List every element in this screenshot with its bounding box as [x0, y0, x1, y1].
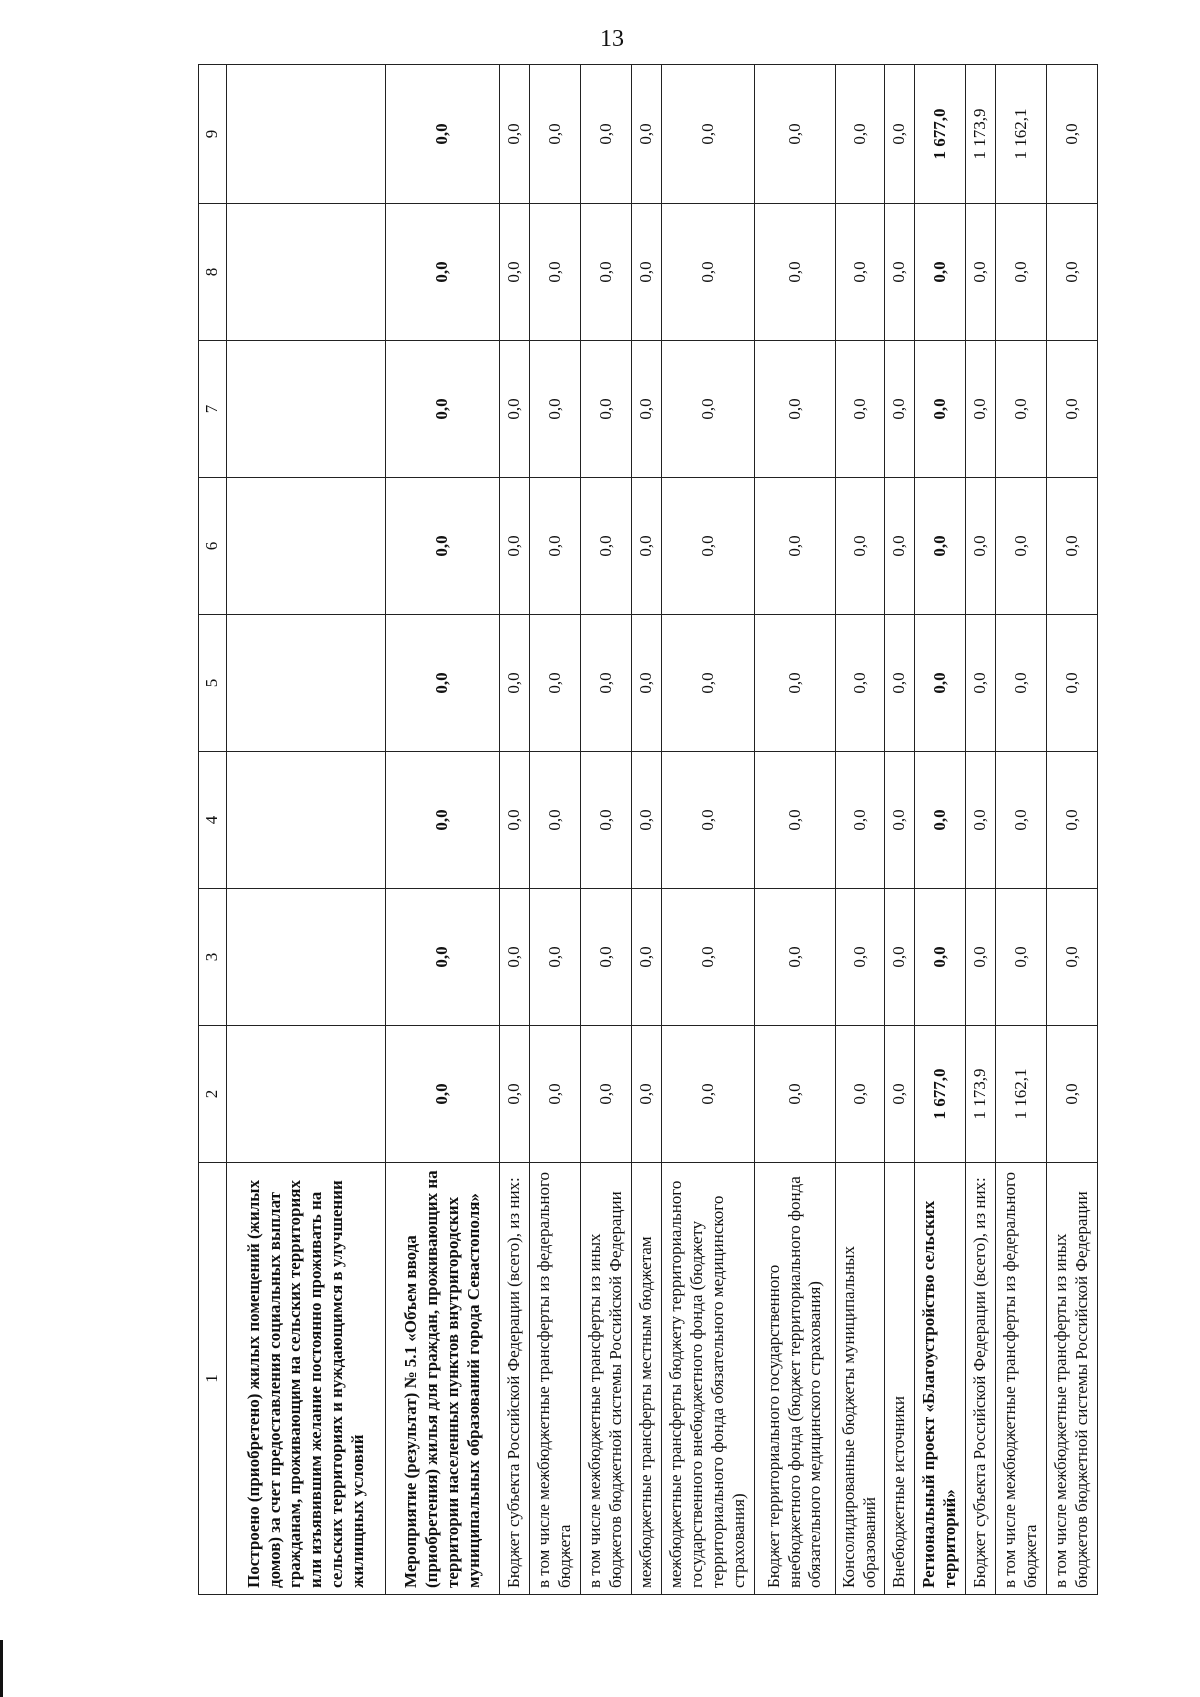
value-cell: 0,0 [661, 341, 754, 478]
value-cell [227, 65, 386, 204]
value-cell: 0,0 [995, 752, 1046, 889]
value-cell: 0,0 [1046, 1026, 1097, 1163]
value-cell: 1 173,9 [966, 1026, 996, 1163]
value-cell: 0,0 [529, 889, 580, 1026]
row-label: в том числе межбюджетные трансферты из федерального бюджета [995, 1163, 1046, 1595]
value-cell [227, 889, 386, 1026]
value-cell: 0,0 [580, 615, 631, 752]
value-cell: 0,0 [885, 889, 915, 1026]
table-row [995, 65, 1046, 1595]
value-cell: 0,0 [631, 204, 661, 341]
value-cell: 0,0 [885, 478, 915, 615]
value-cell: 0,0 [580, 478, 631, 615]
value-cell: 0,0 [661, 478, 754, 615]
value-cell: 0,0 [1046, 65, 1097, 204]
value-cell: 0,0 [966, 615, 996, 752]
value-cell: 0,0 [835, 615, 884, 752]
value-cell: 0,0 [915, 752, 966, 889]
value-cell: 1 162,1 [995, 65, 1046, 204]
row-label: межбюджетные трансферты местным бюджетам [631, 1163, 661, 1595]
table-header-row [199, 65, 227, 1595]
value-cell: 0,0 [1046, 204, 1097, 341]
value-cell: 0,0 [835, 341, 884, 478]
value-cell: 0,0 [835, 478, 884, 615]
value-cell: 0,0 [580, 752, 631, 889]
value-cell: 0,0 [755, 752, 836, 889]
value-cell: 0,0 [995, 615, 1046, 752]
value-cell: 0,0 [661, 204, 754, 341]
value-cell: 0,0 [755, 341, 836, 478]
value-cell: 0,0 [885, 1026, 915, 1163]
value-cell: 0,0 [580, 889, 631, 1026]
value-cell: 0,0 [966, 889, 996, 1026]
value-cell: 0,0 [386, 65, 500, 204]
value-cell: 0,0 [1046, 889, 1097, 1026]
table-row [631, 65, 661, 1595]
row-label: Мероприятие (результат) № 5.1 «Объем ввода (приобретения) жилья для граждан, проживающих на территории населенных пунктов внутригородских муниципальных образований города Севастополя» [386, 1163, 500, 1595]
value-cell: 0,0 [915, 341, 966, 478]
value-cell: 0,0 [529, 204, 580, 341]
value-cell: 0,0 [529, 752, 580, 889]
value-cell: 0,0 [995, 204, 1046, 341]
value-cell: 0,0 [529, 341, 580, 478]
row-label: Бюджет субъекта Российской Федерации (всего), из них: [500, 1163, 530, 1595]
value-cell: 0,0 [755, 889, 836, 1026]
value-cell: 0,0 [580, 1026, 631, 1163]
row-label: Региональный проект «Благоустройство сельских территорий» [915, 1163, 966, 1595]
value-cell: 0,0 [386, 204, 500, 341]
value-cell [227, 478, 386, 615]
row-label: Консолидированные бюджеты муниципальных образований [835, 1163, 884, 1595]
value-cell [227, 341, 386, 478]
value-cell [227, 1026, 386, 1163]
value-cell: 0,0 [966, 478, 996, 615]
value-cell: 0,0 [386, 1026, 500, 1163]
value-cell: 0,0 [386, 889, 500, 1026]
value-cell: 0,0 [500, 204, 530, 341]
table-row [885, 65, 915, 1595]
value-cell: 0,0 [529, 65, 580, 204]
value-cell: 0,0 [631, 478, 661, 615]
value-cell: 0,0 [500, 341, 530, 478]
row-label: Внебюджетные источники [885, 1163, 915, 1595]
value-cell: 0,0 [755, 65, 836, 204]
row-label: Бюджет субъекта Российской Федерации (всего), из них: [966, 1163, 996, 1595]
table-row [500, 65, 530, 1595]
value-cell: 1 677,0 [915, 65, 966, 204]
table-row [835, 65, 884, 1595]
value-cell: 0,0 [580, 204, 631, 341]
value-cell: 0,0 [500, 889, 530, 1026]
value-cell: 0,0 [631, 65, 661, 204]
value-cell: 0,0 [885, 615, 915, 752]
row-label: в том числе межбюджетные трансферты из иных бюджетов бюджетной системы Российской Федерации [1046, 1163, 1097, 1595]
value-cell: 0,0 [631, 341, 661, 478]
header-cell: 7 [199, 341, 227, 478]
value-cell: 0,0 [885, 752, 915, 889]
value-cell: 0,0 [755, 615, 836, 752]
table-row [386, 65, 500, 1595]
value-cell [227, 615, 386, 752]
value-cell: 0,0 [661, 889, 754, 1026]
budget-table [198, 64, 1098, 1595]
table-row [227, 65, 386, 1595]
row-label: Бюджет территориального государственного внебюджетного фонда (бюджет территориального фонда обязательного медицинского страхования) [755, 1163, 836, 1595]
row-label: межбюджетные трансферты бюджету территориального государственного внебюджетного фонда (бюджету территориального фонда обязательного медицинского страхования) [661, 1163, 754, 1595]
table-row [915, 65, 966, 1595]
header-cell: 1 [199, 1163, 227, 1595]
value-cell: 0,0 [661, 65, 754, 204]
value-cell: 0,0 [835, 65, 884, 204]
value-cell: 0,0 [885, 341, 915, 478]
header-cell: 9 [199, 65, 227, 204]
value-cell: 0,0 [580, 341, 631, 478]
value-cell: 0,0 [835, 1026, 884, 1163]
value-cell: 0,0 [631, 752, 661, 889]
value-cell: 0,0 [915, 615, 966, 752]
value-cell: 0,0 [529, 478, 580, 615]
value-cell: 0,0 [500, 65, 530, 204]
table-row [1046, 65, 1097, 1595]
value-cell: 0,0 [529, 615, 580, 752]
value-cell: 0,0 [1046, 615, 1097, 752]
value-cell: 0,0 [1046, 341, 1097, 478]
value-cell: 0,0 [631, 1026, 661, 1163]
rotated-table-container [198, 65, 1098, 1595]
value-cell: 0,0 [885, 65, 915, 204]
value-cell: 0,0 [915, 204, 966, 341]
value-cell: 1 677,0 [915, 1026, 966, 1163]
value-cell: 0,0 [966, 204, 996, 341]
value-cell [227, 204, 386, 341]
value-cell: 0,0 [386, 615, 500, 752]
value-cell: 0,0 [835, 204, 884, 341]
value-cell: 0,0 [631, 615, 661, 752]
table-row [529, 65, 580, 1595]
value-cell: 0,0 [1046, 752, 1097, 889]
value-cell: 0,0 [755, 204, 836, 341]
value-cell: 0,0 [995, 889, 1046, 1026]
value-cell: 0,0 [835, 752, 884, 889]
row-label: Построено (приобретено) жилых помещений (жилых домов) за счет предоставления социальных выплат гражданам, проживающим на сельских территориях или изъявившим желание постоянно проживать на сельских территориях и нуждающимся в улучшении жилищных условий [227, 1163, 386, 1595]
value-cell: 0,0 [500, 752, 530, 889]
row-label: в том числе межбюджетные трансферты из иных бюджетов бюджетной системы Российской Федерации [580, 1163, 631, 1595]
header-cell: 3 [199, 889, 227, 1026]
header-cell: 4 [199, 752, 227, 889]
value-cell: 0,0 [580, 65, 631, 204]
table-row [755, 65, 836, 1595]
value-cell: 0,0 [995, 478, 1046, 615]
value-cell: 0,0 [661, 752, 754, 889]
table-row [580, 65, 631, 1595]
value-cell: 0,0 [885, 204, 915, 341]
value-cell: 0,0 [386, 478, 500, 615]
value-cell: 0,0 [755, 478, 836, 615]
value-cell: 0,0 [500, 1026, 530, 1163]
table-row [966, 65, 996, 1595]
value-cell: 0,0 [966, 341, 996, 478]
value-cell: 0,0 [661, 1026, 754, 1163]
value-cell [227, 752, 386, 889]
header-cell: 5 [199, 615, 227, 752]
table-row [661, 65, 754, 1595]
value-cell: 0,0 [1046, 478, 1097, 615]
value-cell: 0,0 [386, 341, 500, 478]
header-cell: 2 [199, 1026, 227, 1163]
value-cell: 0,0 [835, 889, 884, 1026]
value-cell: 0,0 [529, 1026, 580, 1163]
page-number: 13 [600, 26, 624, 52]
value-cell: 0,0 [386, 752, 500, 889]
value-cell: 0,0 [995, 341, 1046, 478]
value-cell: 0,0 [915, 478, 966, 615]
value-cell: 0,0 [966, 752, 996, 889]
value-cell: 1 173,9 [966, 65, 996, 204]
value-cell: 0,0 [631, 889, 661, 1026]
value-cell: 0,0 [661, 615, 754, 752]
value-cell: 0,0 [915, 889, 966, 1026]
row-label: в том числе межбюджетные трансферты из федерального бюджета [529, 1163, 580, 1595]
value-cell: 0,0 [755, 1026, 836, 1163]
header-cell: 8 [199, 204, 227, 341]
value-cell: 0,0 [500, 478, 530, 615]
page-edge-mark [0, 1640, 3, 1697]
header-cell: 6 [199, 478, 227, 615]
value-cell: 0,0 [500, 615, 530, 752]
value-cell: 1 162,1 [995, 1026, 1046, 1163]
